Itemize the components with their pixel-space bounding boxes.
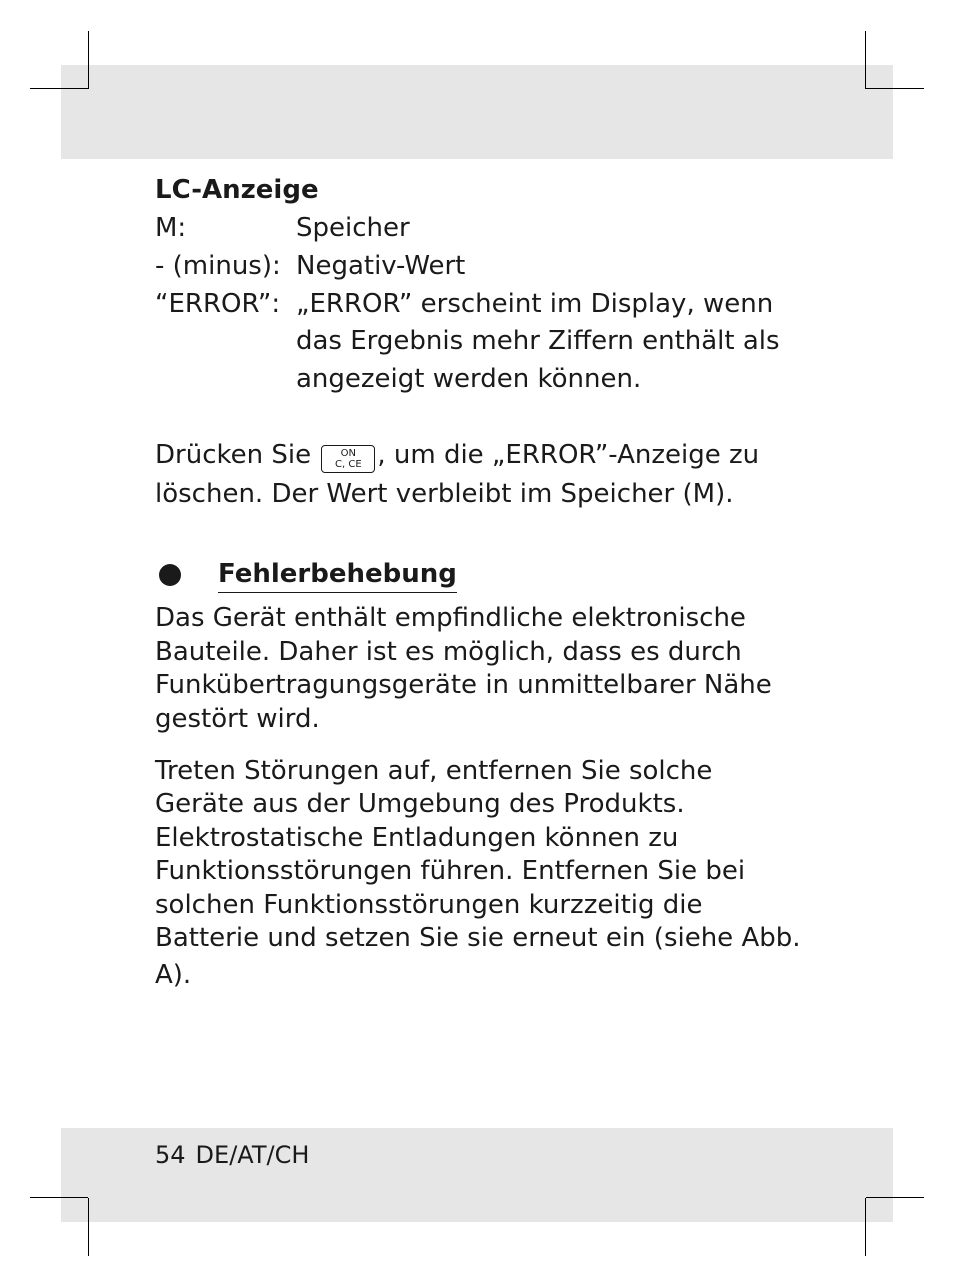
crop-mark [865,31,866,89]
paragraph-line: Funkübertragungsgeräte in unmittelbarer Nähe [155,670,772,700]
crop-mark [88,31,89,89]
section-heading: Fehlerbehebung [218,557,457,593]
lc-desc: Negativ-Wert [296,251,466,281]
paragraph-line: Geräte aus der Umgebung des Produkts. [155,789,685,819]
crop-mark [866,88,924,89]
paragraph-line: Treten Störungen auf, entfernen Sie solche [155,756,713,786]
key-icon-label-top: ON [340,448,357,459]
header-band [61,65,893,159]
paragraph-line: Bauteile. Daher ist es möglich, dass es durch [155,637,742,667]
clear-note-line2: löschen. Der Wert verbleibt im Speicher (M). [155,479,734,509]
lc-desc: „ERROR” erscheint im Display, wenn [296,289,774,319]
paragraph-line: Funktionsstörungen führen. Entfernen Sie bei [155,856,746,886]
crop-mark [30,88,88,89]
page-number: 54 [155,1141,186,1169]
locale-label: DE/AT/CH [195,1141,310,1169]
on-c-ce-key-icon [321,445,375,473]
page-footer [155,1138,319,1172]
clear-note-text: , um die „ERROR”-Anzeige zu [377,440,760,470]
crop-mark [88,1198,89,1256]
clear-note-text: Drücken Sie [155,440,312,470]
crop-mark [30,1197,88,1198]
paragraph-line: Batterie und setzen Sie sie erneut ein (siehe Abb. [155,923,801,953]
paragraph-line: solchen Funktionsstörungen kurzzeitig die [155,890,703,920]
lc-term: M: [155,213,187,243]
crop-mark [865,1198,866,1256]
crop-mark [866,1197,924,1198]
key-icon-label-bottom: C, CE [335,459,362,470]
lc-desc: Speicher [296,213,410,243]
lc-desc: angezeigt werden können. [296,364,642,394]
paragraph-line: gestört wird. [155,704,320,734]
lc-term: “ERROR”: [155,289,281,319]
bullet-icon [159,564,181,586]
paragraph-line: Das Gerät enthält empfindliche elektronische [155,603,746,633]
clear-note-line1 [155,438,759,473]
lc-desc: das Ergebnis mehr Ziffern enthält als [296,326,780,356]
paragraph-line: Elektrostatische Entladungen können zu [155,823,679,853]
lc-term: - (minus): [155,251,281,281]
lc-title: LC-Anzeige [155,175,319,205]
paragraph-line: A). [155,960,192,990]
